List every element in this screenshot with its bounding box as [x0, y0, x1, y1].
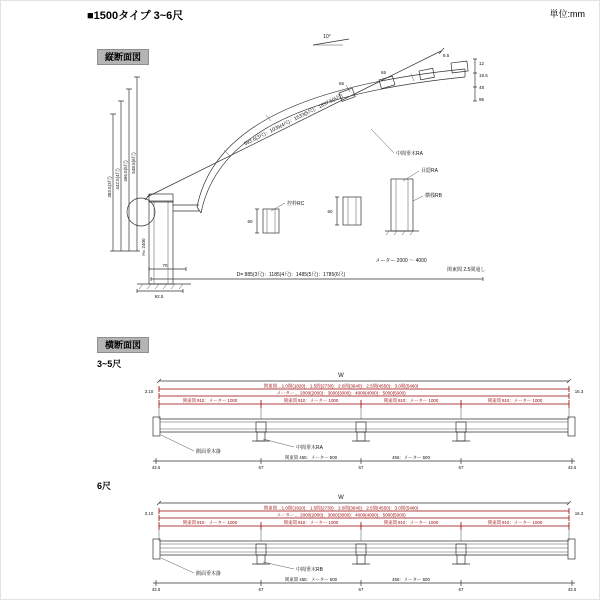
cs2-beam	[153, 539, 575, 564]
left-dim-6: 548.5(6尺)	[131, 152, 136, 174]
cs1-labels	[161, 435, 324, 455]
cs1-dim-455b: 455：メーター 500	[392, 455, 430, 460]
cs1-top-dims	[145, 373, 584, 419]
left-dim-3: 383.5(3尺)	[107, 176, 112, 198]
angle-indicator	[313, 34, 349, 45]
cs1-seg-dim-2: 関東間 910：メーター 1000	[283, 398, 339, 403]
dim-95: 95	[479, 97, 485, 102]
cs2-dim-67-1: 67	[258, 587, 264, 592]
cs1-seg-dim-3: 関東間 910：メーター 1000	[383, 398, 439, 403]
cs1-w-label: W	[338, 373, 344, 379]
dim-65a: 65	[339, 81, 345, 86]
cs2-seg-dim-4: 関東間 910：メーター 1000	[487, 520, 543, 525]
cs1-hanger-3	[452, 422, 470, 441]
slope-dim-text: 593.6(3尺)：1036(4尺)：1533(5尺)：1837.5(6尺)	[243, 92, 344, 148]
cs1-hanger-1	[252, 422, 270, 441]
sub-label-6: 6尺	[97, 481, 112, 491]
bracket-b-dim: 60	[327, 209, 333, 214]
cs1-label-left: 側面垂木掛	[196, 449, 222, 455]
section-label-horizontal: 横断面図	[97, 337, 149, 353]
cs2-labels	[161, 558, 324, 577]
depth-dim: D= 885(3尺)：1185(4尺)：1485(5尺)：1785(6尺)	[236, 272, 346, 278]
section-label-vertical: 縦断面図	[97, 49, 149, 65]
cs2-dim-435-left: 43.5	[151, 587, 161, 592]
cs2-meter-dim: メーター… 2000(2000)：3000(3000)：4000(4000)：5000(5000)	[276, 512, 406, 518]
component-labels	[271, 129, 443, 211]
cs2-hanger-3	[452, 544, 470, 564]
roof-beam	[197, 69, 465, 213]
dim-8-5: 8.5	[443, 53, 450, 58]
cs1-left-end-dim: 3.10	[144, 389, 154, 394]
cross-section-3-5	[91, 369, 591, 479]
cs1-dim-455a: 関東間 455：メーター 500	[284, 455, 338, 460]
cs1-seg-dim-1: 関東間 910：メーター 1000	[182, 398, 238, 403]
post-height-dim: H= 2400	[141, 238, 146, 256]
cs2-bottom-dims	[152, 576, 577, 592]
cs2-hanger-2	[352, 544, 370, 564]
cs2-dim-67-3: 67	[458, 587, 464, 592]
cs2-w-label: W	[338, 495, 344, 501]
dim-19-5: 19.5	[479, 73, 488, 78]
cs1-meter-dim: メーター… 2000(2000)：3000(3000)：4000(4000)：5000(5000)	[276, 390, 406, 396]
cs2-top-dims	[145, 495, 584, 541]
cs1-right-end-dim: 16.3	[574, 389, 584, 394]
front-frame-profile	[385, 179, 419, 235]
cs2-dim-455b: 455：メーター 500	[392, 577, 430, 582]
left-dim-4: 442.5(4尺)	[115, 168, 120, 190]
sub-label-3-5: 3~5尺	[97, 359, 122, 369]
vertical-section-drawing	[91, 29, 591, 329]
dim-70: 70	[162, 263, 168, 268]
cs2-seg-dim-2: 関東間 910：メーター 1000	[283, 520, 339, 525]
cs1-dim-67-3: 67	[458, 465, 464, 470]
cs2-left-end-dim: 3.10	[144, 511, 154, 516]
cs1-dim-67-1: 67	[258, 465, 264, 470]
rafter-sections	[339, 61, 468, 101]
dim-12: 12	[479, 61, 485, 66]
cs2-label-center: 中間垂木RB	[296, 567, 323, 573]
cs1-bottom-dims	[152, 454, 577, 470]
label-chukan: 中間垂木RA	[396, 151, 423, 157]
cs1-kanto-dim: 関東間…1.0間(1820)：1.5間(2730)：2.0間(3640)：2.5間(4550)：3.0間(5460)	[263, 383, 419, 389]
cs1-label-center: 中間垂木RA	[296, 445, 323, 451]
dim-92-5: 92.5	[154, 294, 164, 299]
label-mekakushi: 目隠RA	[421, 168, 438, 174]
cs2-label-left: 側面垂木掛	[196, 571, 222, 577]
bracket-profile-a	[247, 209, 279, 233]
small-detail-dims	[339, 53, 488, 102]
cs2-right-end-dim: 16.3	[574, 511, 584, 516]
meter-range: メーター 2000 〜 4000	[375, 258, 427, 264]
slope-dimension	[145, 48, 444, 200]
span-note: 関東間 2.5間通し	[447, 267, 486, 273]
cs2-dim-455a: 関東間 455：メーター 500	[284, 577, 338, 582]
cross-section-6	[91, 491, 591, 600]
bracket-a-dim: 60	[247, 219, 253, 224]
page-title: ■1500タイプ 3~6尺	[87, 10, 184, 22]
cs2-seg-dim-3: 関東間 910：メーター 1000	[383, 520, 439, 525]
cs2-hanger-1	[252, 544, 270, 564]
cs2-dim-67-2: 67	[358, 587, 364, 592]
cs2-dim-435-right: 43.5	[567, 587, 577, 592]
bottom-dimensions	[137, 257, 485, 299]
label-hikae: 控枠RC	[287, 201, 305, 207]
left-dim-5: 466.5(5尺)	[123, 160, 128, 182]
dim-48: 48	[479, 85, 485, 90]
detail-callout-circle	[127, 198, 155, 226]
cs2-seg-dim-1: 関東間 910：メーター 1000	[182, 520, 238, 525]
unit-label: 単位:mm	[549, 9, 585, 19]
label-yokozan: 横桟RB	[425, 193, 442, 199]
cs1-dim-67-2: 67	[358, 465, 364, 470]
cs1-hanger-2	[352, 422, 370, 441]
angle-dim: 10°	[323, 34, 331, 40]
cs2-kanto-dim: 関東間…1.0間(1820)：1.5間(2730)：2.0間(3640)：2.5間(4550)：3.0間(5460)	[263, 505, 419, 511]
cs1-dim-435-right: 43.5	[567, 465, 577, 470]
dim-65b: 65	[381, 70, 387, 75]
cs1-seg-dim-4: 関東間 910：メーター 1000	[487, 398, 543, 403]
cs1-dim-435-left: 43.5	[151, 465, 161, 470]
post	[127, 194, 199, 289]
bracket-profile-b	[327, 197, 361, 225]
cs1-beam	[153, 417, 575, 441]
